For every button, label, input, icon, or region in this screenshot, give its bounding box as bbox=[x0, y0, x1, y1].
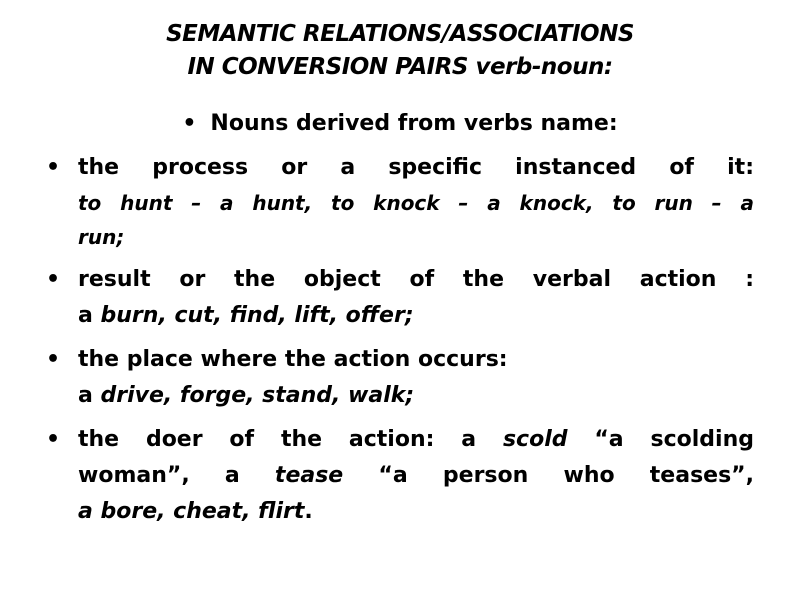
bullet-examples: a bore, cheat, flirt bbox=[78, 499, 305, 524]
bullet-line-1 bbox=[78, 422, 754, 458]
bullet-item-doer bbox=[46, 422, 754, 530]
subheading bbox=[0, 107, 800, 141]
title-line-1: SEMANTIC RELATIONS/ASSOCIATIONS bbox=[166, 21, 634, 47]
bullet-text: “a person who teases”, bbox=[343, 463, 754, 488]
bullet-lead: the place where the action occurs: bbox=[78, 347, 508, 372]
bullet-examples: to hunt – a hunt, to knock – a knock, to run – a bbox=[78, 191, 754, 215]
bullet-icon: • bbox=[46, 427, 61, 452]
term-tease: tease bbox=[274, 463, 344, 488]
bullet-lead: result or the object of the verbal action : bbox=[78, 267, 754, 292]
bullet-icon: • bbox=[46, 155, 61, 180]
bullet-line-2 bbox=[78, 458, 754, 494]
term-scold: scold bbox=[502, 427, 568, 452]
bullet-list bbox=[46, 150, 754, 538]
bullet-item-place bbox=[46, 342, 754, 414]
bullet-icon: • bbox=[182, 111, 197, 136]
bullet-text: “a scolding bbox=[567, 427, 754, 452]
article-text: a bbox=[78, 383, 101, 408]
bullet-example-line bbox=[78, 298, 754, 334]
bullet-examples-continued: run; bbox=[78, 225, 125, 249]
title-line-2: IN CONVERSION PAIRS verb-noun: bbox=[187, 54, 613, 80]
slide-title bbox=[0, 18, 800, 84]
bullet-text: woman”, a bbox=[78, 463, 275, 488]
bullet-text: . bbox=[304, 499, 313, 524]
bullet-item-process bbox=[46, 150, 754, 254]
bullet-text: the doer of the action: a bbox=[78, 427, 503, 452]
subheading-text: Nouns derived from verbs name: bbox=[210, 111, 618, 136]
bullet-example-line bbox=[78, 378, 754, 414]
bullet-icon: • bbox=[46, 267, 61, 292]
bullet-examples: drive, forge, stand, walk; bbox=[100, 383, 415, 408]
bullet-examples: burn, cut, find, lift, offer; bbox=[100, 303, 414, 328]
article-text: a bbox=[78, 303, 101, 328]
bullet-lead: the process or a specific instanced of it: bbox=[78, 155, 754, 180]
bullet-line-3 bbox=[78, 494, 754, 530]
bullet-icon: • bbox=[46, 347, 61, 372]
bullet-item-result bbox=[46, 262, 754, 334]
